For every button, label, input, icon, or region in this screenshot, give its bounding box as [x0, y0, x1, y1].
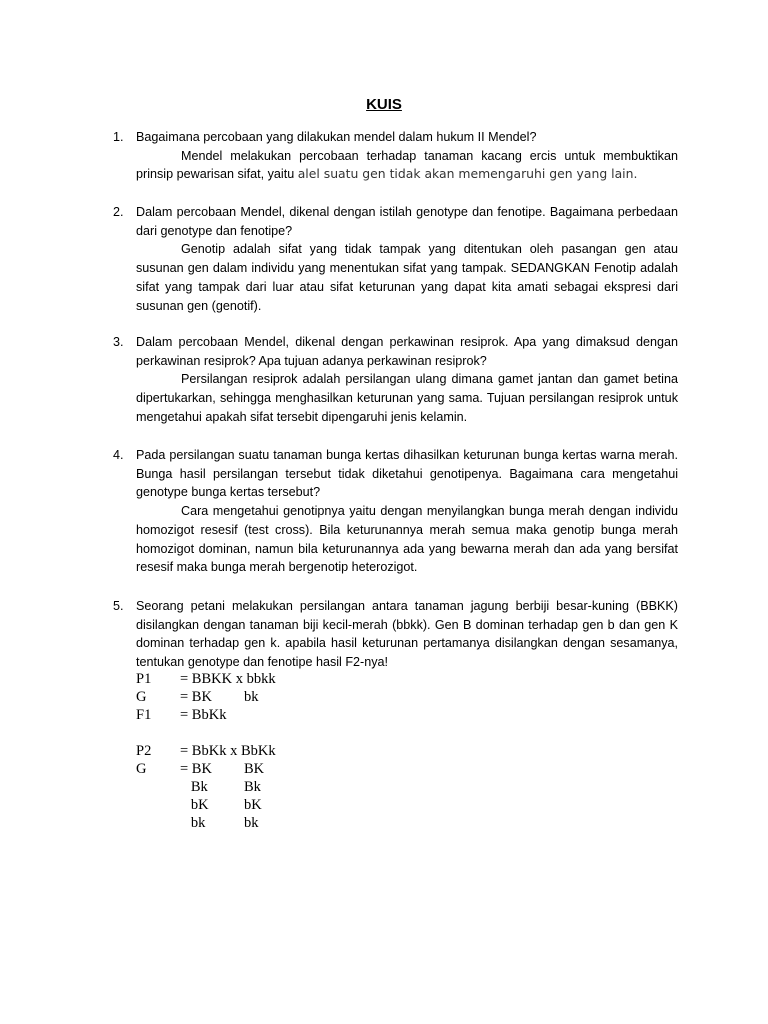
cross-label: G [136, 689, 147, 705]
cross-value: = BbKk x BbKk [180, 743, 276, 759]
question-number: 3. [113, 335, 124, 349]
cross-value: = BBKK x bbkk [180, 671, 276, 687]
cross-value-2: Bk [244, 779, 261, 795]
question-number: 1. [113, 130, 124, 144]
cross-label: P1 [136, 671, 152, 687]
question-1 [113, 128, 678, 184]
answer-main: Mendel melakukan percobaan terhadap tanaman kacang ercis untuk membuktikan prinsip pewarisan sifat, yaitu [136, 148, 678, 182]
answer-text: Cara mengetahui genotipnya yaitu dengan menyilangkan bunga merah dengan individu homozigot resesif (test cross). Bila keturunannya merah semua maka genotip bunga merah homozigot dominan, namun bila keturunannya ada yang bewarna merah dan ada yang bersifat resesif maka bunga merah bergenotip heterozigot. [136, 504, 678, 575]
cross-value-2: BK [244, 761, 265, 777]
question-text: Seorang petani melakukan persilangan antara tanaman jagung berbiji besar-kuning (BBKK) disilangkan dengan tanaman biji kecil-merah (bbkk). Gen B dominan terhadap gen b dan gen K dominan terhadap gen k. apabila hasil keturunan pertamanya disilangkan dengan sesamanya, tentukan genotype dan fenotipe hasil F2-nya! [136, 599, 678, 670]
cross-label: F1 [136, 707, 152, 723]
question-text: Dalam percobaan Mendel, dikenal dengan perkawinan resiprok. Apa yang dimaksud dengan perkawinan resiprok? Apa tujuan adanya perkawinan resiprok? [136, 335, 678, 368]
cross-label: P2 [136, 743, 152, 759]
question-2 [113, 203, 678, 315]
cross-value: bk [180, 815, 206, 831]
cross-value: bK [180, 797, 209, 813]
question-text: Bagaimana percobaan yang dilakukan mendel dalam hukum II Mendel? [136, 130, 537, 144]
question-number: 2. [113, 205, 124, 219]
question-4 [113, 446, 678, 577]
cross-value: = BK [180, 761, 212, 777]
question-5 [113, 597, 678, 672]
answer-tail: alel suatu gen tidak akan memengaruhi gen yang lain. [297, 166, 638, 182]
cross-label: G [136, 761, 147, 777]
cross-value: = BbKk [180, 707, 227, 723]
question-text: Dalam percobaan Mendel, dikenal dengan istilah genotype dan fenotipe. Bagaimana perbedaan dari genotype dan fenotipe? [136, 205, 678, 238]
cross-value: Bk [180, 779, 208, 795]
answer-text: Genotip adalah sifat yang tidak tampak yang ditentukan oleh pasangan gen atau susunan gen dalam individu yang menentukan sifat yang tampak. SEDANGKAN Fenotip adalah sifat yang tampak dari luar atau sifat keturunan yang dapat kita amati sebagai ekspresi dari susunan gen (genotif). [136, 242, 678, 313]
answer-text [136, 147, 678, 184]
page-title: KUIS [366, 96, 402, 113]
cross-value-2: bk [244, 815, 259, 831]
question-number: 5. [113, 599, 124, 613]
question-text: Pada persilangan suatu tanaman bunga kertas dihasilkan keturunan bunga kertas warna merah. Bunga hasil persilangan tersebut tidak diketahui genotipenya. Bagaimana cara mengetahui genotype bunga kertas tersebut? [136, 448, 678, 500]
cross-value-2: bk [244, 689, 259, 705]
question-3 [113, 333, 678, 427]
cross-value-2: bK [244, 797, 262, 813]
answer-text: Persilangan resiprok adalah persilangan ulang dimana gamet jantan dan gamet betina dipertukarkan, sehingga menghasilkan keturunan yang sama. Tujuan persilangan resiprok untuk mengetahui apakah sifat tersebit dipengaruhi jenis kelamin. [136, 372, 678, 424]
cross-value: = BK [180, 689, 212, 705]
question-number: 4. [113, 448, 124, 462]
